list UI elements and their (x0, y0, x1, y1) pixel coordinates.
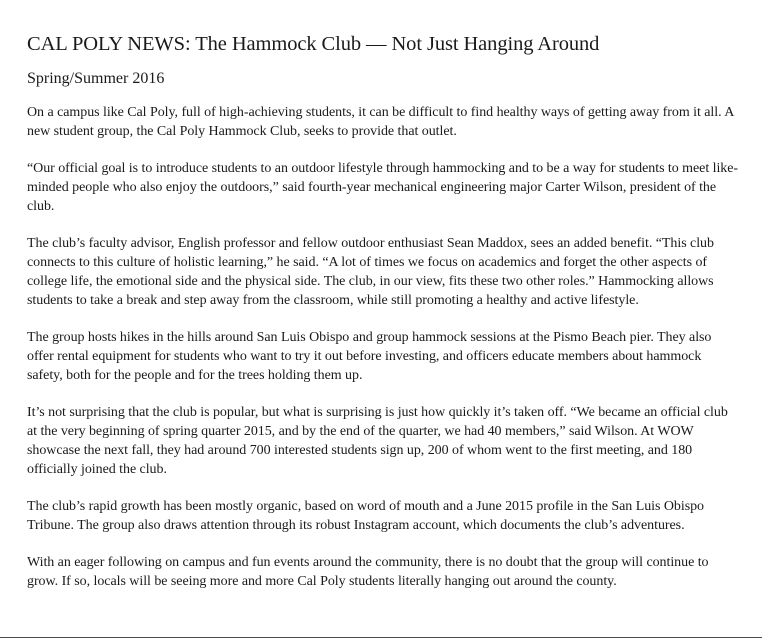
paragraph: It’s not surprising that the club is popular, but what is surprising is just how quickly it’s taken off. “We became an official club at the very beginning of spring quarter 2015, and by the end of the quarter, we had 40 members,” said Wilson. At WOW showcase the next fall, they had around 700 interested students sign up, 200 of whom went to the first meeting, and 180 officially joined the club. (27, 405, 728, 477)
paragraph: With an eager following on campus and fun events around the community, there is no doubt that the group will continue to grow. If so, locals will be seeing more and more Cal Poly students literally hanging out around the county. (27, 555, 709, 589)
paragraph: The club’s faculty advisor, English professor and fellow outdoor enthusiast Sean Maddox, sees an added benefit. “This club connects to this culture of holistic learning,” he said. “A lot of times we focus on academics and forget the other aspects of college life, the emotional side and the physical side. The club, in our view, fits these two other roles.” Hammocking allows students to take a break and step away from the classroom, while still promoting a healthy and active lifestyle. (27, 236, 714, 308)
article (27, 30, 739, 609)
paragraph: The club’s rapid growth has been mostly organic, based on word of mouth and a June 2015 profile in the San Luis Obispo Tribune. The group also draws attention through its robust Instagram account, which documents the club’s adventures. (27, 499, 704, 533)
article-body (27, 103, 739, 591)
bottom-divider (0, 637, 762, 638)
paragraph: The group hosts hikes in the hills around San Luis Obispo and group hammock sessions at the Pismo Beach pier. They also offer rental equipment for students who want to try it out before investing, and officers educate members about hammock safety, both for the people and for the trees holding them up. (27, 330, 712, 383)
article-title: CAL POLY NEWS: The Hammock Club — Not Just Hanging Around (27, 33, 600, 55)
article-dateline: Spring/Summer 2016 (27, 70, 165, 87)
paragraph: “Our official goal is to introduce students to an outdoor lifestyle through hammocking and to be a way for students to meet like-minded people who also enjoy the outdoors,” said fourth-year mechanical engineering major Carter Wilson, president of the club. (27, 161, 739, 214)
paragraph: On a campus like Cal Poly, full of high-achieving students, it can be difficult to find healthy ways of getting away from it all. A new student group, the Cal Poly Hammock Club, seeks to provide that outlet. (27, 105, 734, 139)
